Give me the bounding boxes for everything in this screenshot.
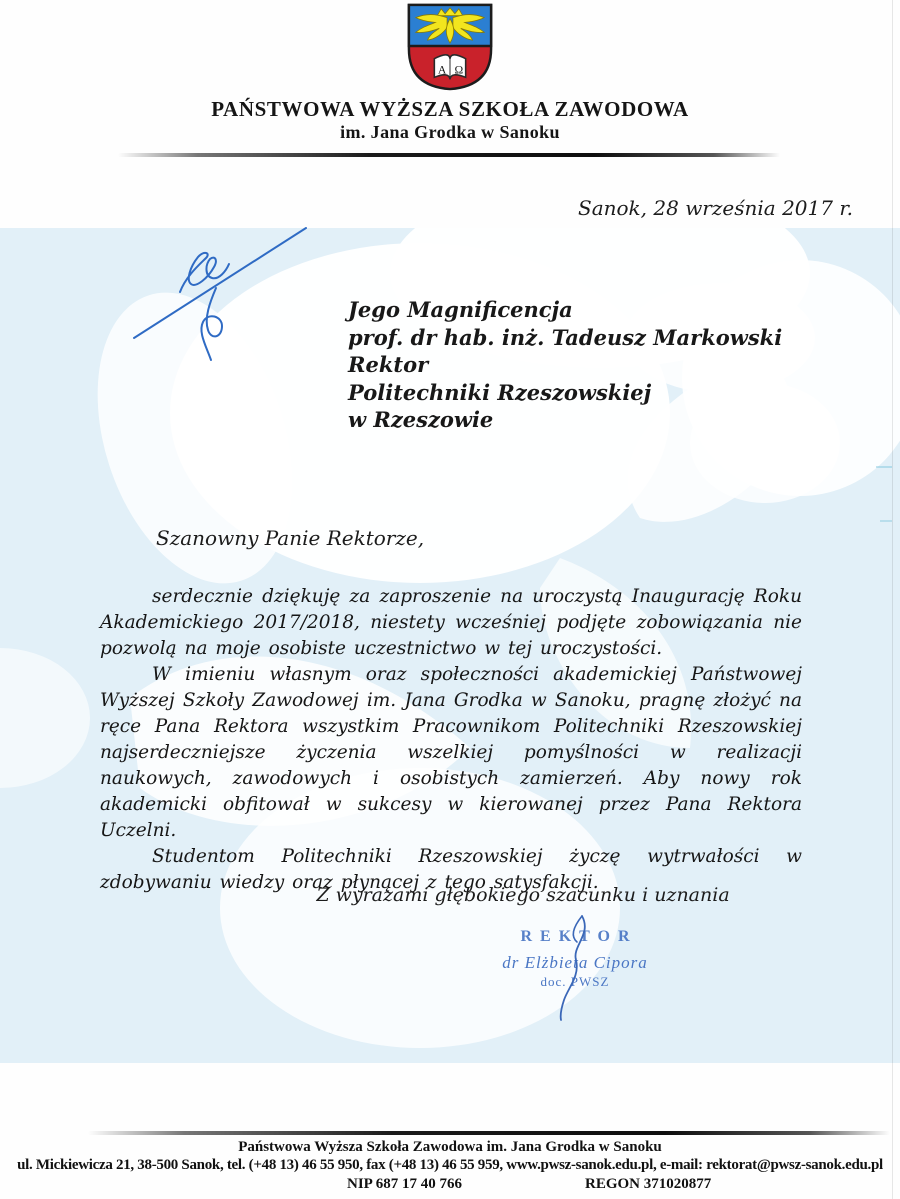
header-divider: [118, 153, 780, 157]
recipient-line: w Rzeszowie: [348, 407, 494, 432]
footer-nip: NIP 687 17 40 766: [347, 1176, 463, 1192]
paragraph: W imieniu własnym oraz społeczności akademickiej Państwowej Wyższej Szkoły Zawodowej im. Jana Grodka w Sanoku, pragnę złożyć na ręce Pana Rektora wszystkim Pracownikom Politechniki Rzeszowskiej najserdeczniejsze życzenia wszelkiej pomyślności w realizacji naukowych, zawodowych i osobistych zamierzeń. Aby nowy rok akademicki obfitował w sukcesy w kierowanej przez Pana Rektora Uczelni.: [100, 664, 802, 841]
recipient-line: prof. dr hab. inż. Tadeusz Markowski: [348, 324, 783, 350]
recipient-line: Rektor: [348, 352, 429, 377]
scan-edge-artifact: [892, 0, 893, 1199]
paragraph: serdecznie dziękuję za zaproszenie na uroczystą Inaugurację Roku Akademickiego 2017/2018, niestety wcześniej podjęte zobowiązania nie pozwolą na moje osobiste uczestnictwo w tej uroczystości.: [100, 586, 802, 659]
university-crest-icon: [403, 2, 497, 92]
svg-text:Ω: Ω: [454, 63, 464, 77]
recipient-line: Jego Magnificencja: [348, 297, 573, 322]
salutation: Szanowny Panie Rektorze,: [156, 526, 425, 550]
scan-tick-artifact: [880, 520, 892, 522]
recipient-address-block: [348, 296, 782, 434]
stamp-role: REKTOR: [520, 928, 638, 945]
stamp-name: dr Elżbieta Cipora: [502, 953, 648, 972]
svg-text:Α: Α: [437, 63, 447, 77]
stamp-degree: doc. PWSZ: [540, 974, 610, 989]
date-line: Sanok, 28 września 2017 r.: [578, 196, 854, 220]
recipient-line: Politechniki Rzeszowskiej: [348, 379, 652, 405]
footer-org-name: Państwowa Wyższa Szkoła Zawodowa im. Jana Grodka w Sanoku: [238, 1139, 662, 1155]
footer-divider: [88, 1131, 890, 1135]
letter-body: [100, 584, 802, 896]
scan-tick-artifact: [876, 466, 892, 468]
paragraph: Studentom Politechniki Rzeszowskiej życzę wytrwałości w zdobywaniu wiedzy oraz płynącej z tego satysfakcji.: [100, 846, 802, 893]
closing-formula: Z wyrazami głębokiego szacunku i uznania: [316, 884, 730, 906]
signature-stroke: [530, 912, 620, 1022]
organization-name: PAŃSTWOWA WYŻSZA SZKOŁA ZAWODOWA: [211, 97, 689, 121]
footer-contact-line: ul. Mickiewicza 21, 38-500 Sanok, tel. (+48 13) 46 55 950, fax (+48 13) 46 55 959, www.pwsz-sanok.edu.pl, e-mail: rektorat@pwsz-sanok.edu.pl: [17, 1157, 883, 1173]
footer-regon: REGON 371020877: [585, 1176, 712, 1192]
organization-patron: im. Jana Grodka w Sanoku: [340, 122, 560, 142]
